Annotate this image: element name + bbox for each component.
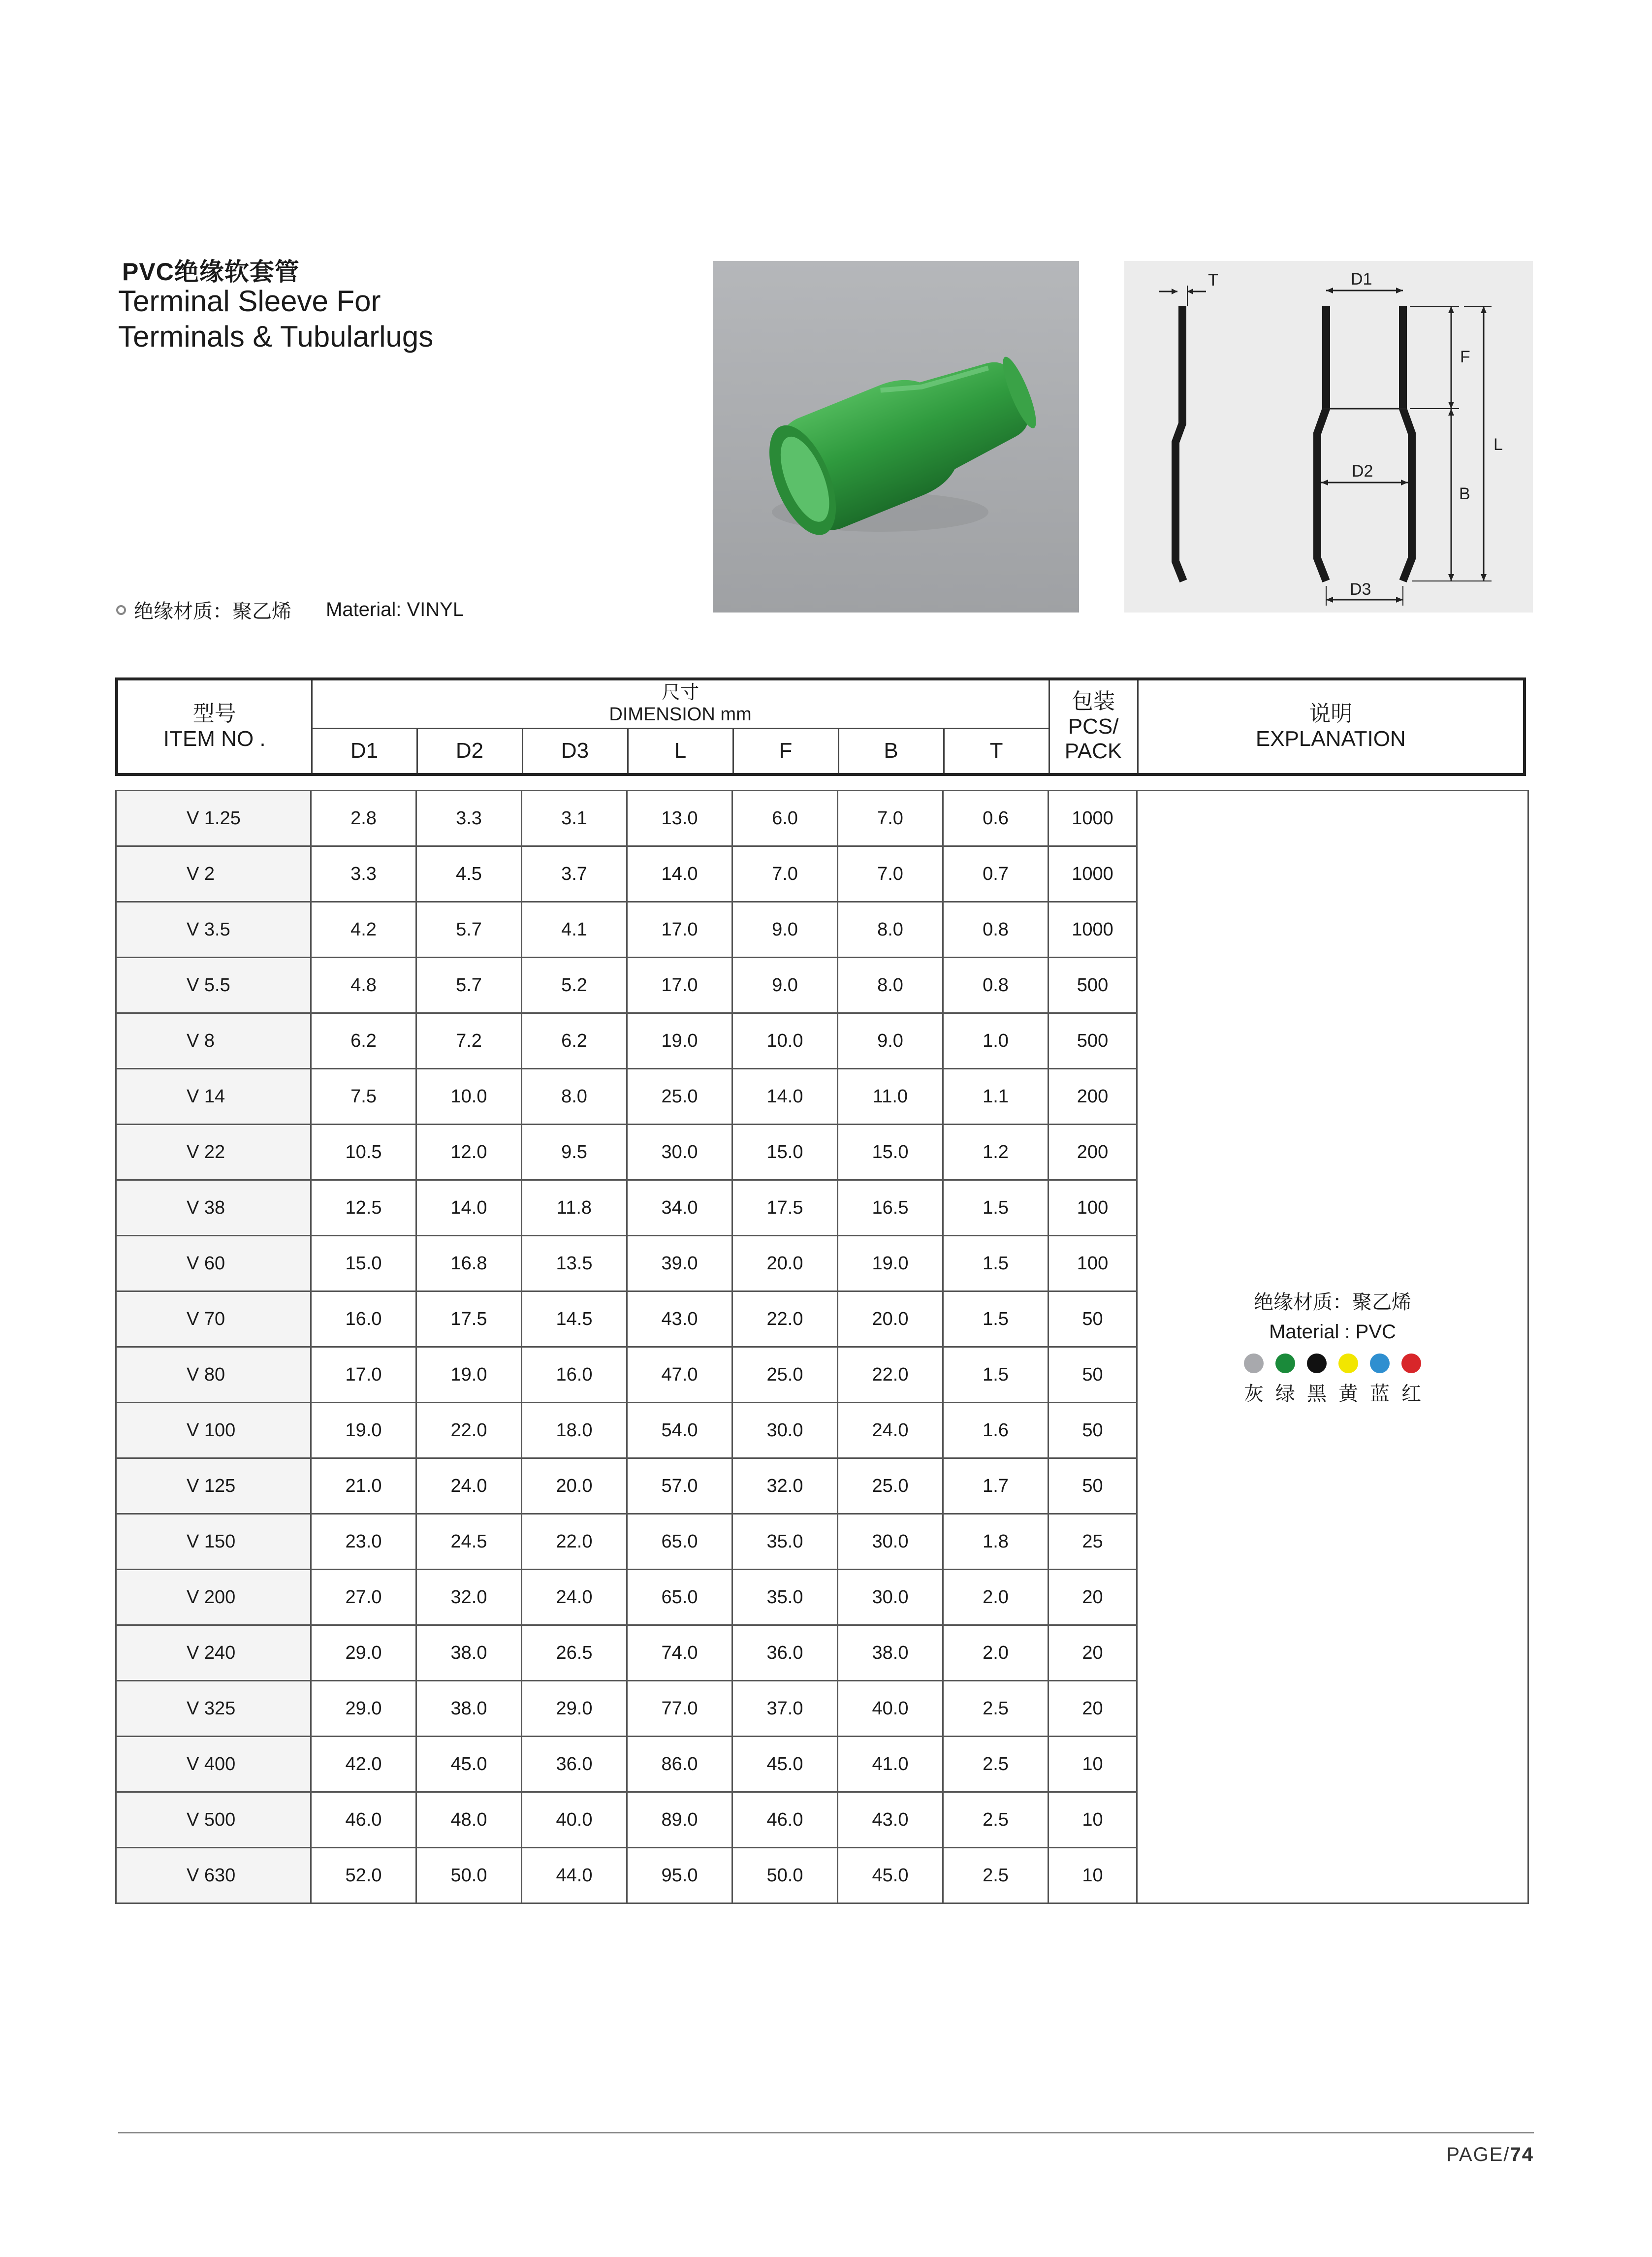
item-number-cell: V 500 [116, 1792, 311, 1848]
table-cell: 36.0 [522, 1737, 627, 1792]
table-cell: 19.0 [416, 1347, 522, 1403]
table-cell: 20 [1048, 1681, 1137, 1737]
table-cell: 2.8 [311, 791, 416, 846]
pack-header-cn: 包装 [1072, 689, 1115, 714]
table-cell: 7.0 [838, 846, 943, 902]
dimension-header [312, 679, 1049, 729]
dimension-header-en: DIMENSION mm [609, 704, 752, 725]
explain-header-cn: 说明 [1309, 702, 1353, 726]
table-cell: 30.0 [838, 1570, 943, 1625]
product-photo [713, 261, 1079, 613]
pack-header [1049, 679, 1138, 774]
table-cell: 65.0 [627, 1514, 732, 1570]
color-swatch [1244, 1354, 1264, 1373]
table-cell: 15.0 [732, 1125, 838, 1180]
material-note-cn: 绝缘材质：聚乙烯 [134, 601, 291, 622]
item-number-cell: V 2 [116, 846, 311, 902]
table-cell: 6.2 [522, 1013, 627, 1069]
table-cell: 0.7 [943, 846, 1048, 902]
table-cell: 4.8 [311, 958, 416, 1013]
table-cell: 3.1 [522, 791, 627, 846]
column-header-d3: D3 [522, 729, 628, 775]
item-number-cell: V 80 [116, 1347, 311, 1403]
color-swatch [1370, 1354, 1390, 1373]
product-title-en [118, 284, 433, 355]
table-cell: 39.0 [627, 1236, 732, 1291]
table-cell: 5.7 [416, 902, 522, 958]
table-cell: 45.0 [416, 1737, 522, 1792]
table-cell: 4.2 [311, 902, 416, 958]
table-cell: 10 [1048, 1737, 1137, 1792]
table-cell: 24.0 [522, 1570, 627, 1625]
column-header-d2: D2 [417, 729, 522, 775]
table-cell: 10 [1048, 1792, 1137, 1848]
table-cell: 2.5 [943, 1737, 1048, 1792]
color-name: 蓝 [1370, 1383, 1390, 1405]
table-cell: 36.0 [732, 1625, 838, 1681]
table-cell: 65.0 [627, 1570, 732, 1625]
dimension-header-cn: 尺寸 [662, 682, 699, 704]
item-header-cn: 型号 [192, 702, 236, 726]
color-swatch [1275, 1354, 1295, 1373]
item-number-cell: V 200 [116, 1570, 311, 1625]
table-cell: 9.5 [522, 1125, 627, 1180]
table-cell: 11.8 [522, 1180, 627, 1236]
table-cell: 10.5 [311, 1125, 416, 1180]
table-cell: 16.5 [838, 1180, 943, 1236]
table-cell: 77.0 [627, 1681, 732, 1737]
table-row [116, 791, 1528, 846]
table-cell: 6.2 [311, 1013, 416, 1069]
table-cell: 1.5 [943, 1180, 1048, 1236]
table-cell: 25.0 [627, 1069, 732, 1125]
spec-table-header [115, 677, 1526, 776]
table-cell: 17.0 [627, 902, 732, 958]
table-cell: 100 [1048, 1180, 1137, 1236]
column-header-l: L [628, 729, 733, 775]
table-cell: 1.7 [943, 1458, 1048, 1514]
item-header-en: ITEM NO . [163, 727, 266, 751]
title-en-line-1: Terminal Sleeve For [118, 285, 381, 318]
table-cell: 10.0 [416, 1069, 522, 1125]
item-number-cell: V 150 [116, 1514, 311, 1570]
table-cell: 8.0 [522, 1069, 627, 1125]
page-number-value: 74 [1510, 2144, 1534, 2165]
spec-table-body [115, 790, 1529, 1904]
table-cell: 45.0 [732, 1737, 838, 1792]
table-cell: 0.8 [943, 958, 1048, 1013]
table-cell: 7.2 [416, 1013, 522, 1069]
table-cell: 8.0 [838, 902, 943, 958]
table-cell: 24.0 [838, 1403, 943, 1458]
color-name: 绿 [1275, 1383, 1295, 1405]
table-cell: 14.0 [732, 1069, 838, 1125]
table-cell: 9.0 [838, 1013, 943, 1069]
table-cell: 1.0 [943, 1013, 1048, 1069]
color-name: 灰 [1244, 1383, 1264, 1405]
table-cell: 50 [1048, 1458, 1137, 1514]
table-cell: 17.0 [627, 958, 732, 1013]
title-en-line-2: Terminals & Tubularlugs [118, 320, 434, 353]
table-cell: 21.0 [311, 1458, 416, 1514]
table-cell: 23.0 [311, 1514, 416, 1570]
table-cell: 14.0 [416, 1180, 522, 1236]
table-cell: 16.0 [522, 1347, 627, 1403]
table-cell: 40.0 [838, 1681, 943, 1737]
table-cell: 13.0 [627, 791, 732, 846]
table-cell: 22.0 [522, 1514, 627, 1570]
material-note [116, 596, 464, 624]
bullet-icon [116, 605, 126, 615]
table-cell: 45.0 [838, 1848, 943, 1903]
pack-header-en-2: PACK [1064, 739, 1122, 764]
table-cell: 24.5 [416, 1514, 522, 1570]
pack-header-en-1: PCS/ [1068, 714, 1119, 739]
table-cell: 6.0 [732, 791, 838, 846]
color-swatch [1401, 1354, 1421, 1373]
item-number-cell: V 1.25 [116, 791, 311, 846]
table-cell: 17.5 [416, 1291, 522, 1347]
table-cell: 14.0 [627, 846, 732, 902]
item-number-cell: V 60 [116, 1236, 311, 1291]
table-cell: 2.5 [943, 1848, 1048, 1903]
table-cell: 50.0 [732, 1848, 838, 1903]
table-cell: 35.0 [732, 1514, 838, 1570]
table-cell: 200 [1048, 1069, 1137, 1125]
table-cell: 95.0 [627, 1848, 732, 1903]
table-cell: 20.0 [522, 1458, 627, 1514]
color-swatches [1138, 1354, 1527, 1373]
table-cell: 16.8 [416, 1236, 522, 1291]
label-L: L [1493, 435, 1503, 454]
table-cell: 3.7 [522, 846, 627, 902]
color-name: 红 [1401, 1383, 1421, 1405]
table-cell: 25.0 [732, 1347, 838, 1403]
table-cell: 47.0 [627, 1347, 732, 1403]
table-cell: 19.0 [311, 1403, 416, 1458]
table-cell: 5.2 [522, 958, 627, 1013]
table-cell: 1.1 [943, 1069, 1048, 1125]
item-number-cell: V 325 [116, 1681, 311, 1737]
table-cell: 25.0 [838, 1458, 943, 1514]
label-F: F [1460, 348, 1470, 366]
table-cell: 500 [1048, 1013, 1137, 1069]
column-header-t: T [944, 729, 1049, 775]
table-cell: 12.0 [416, 1125, 522, 1180]
table-cell: 22.0 [416, 1403, 522, 1458]
table-cell: 22.0 [838, 1347, 943, 1403]
color-name: 黄 [1338, 1383, 1358, 1405]
table-cell: 7.5 [311, 1069, 416, 1125]
table-cell: 30.0 [838, 1514, 943, 1570]
color-swatch [1338, 1354, 1358, 1373]
table-cell: 43.0 [838, 1792, 943, 1848]
table-cell: 1000 [1048, 846, 1137, 902]
table-cell: 14.5 [522, 1291, 627, 1347]
table-cell: 29.0 [311, 1681, 416, 1737]
table-cell: 2.5 [943, 1792, 1048, 1848]
table-cell: 4.5 [416, 846, 522, 902]
table-cell: 43.0 [627, 1291, 732, 1347]
table-cell: 46.0 [311, 1792, 416, 1848]
table-cell: 19.0 [838, 1236, 943, 1291]
label-D3: D3 [1350, 580, 1371, 599]
table-cell: 500 [1048, 958, 1137, 1013]
column-header-d1: D1 [312, 729, 417, 775]
table-cell: 86.0 [627, 1737, 732, 1792]
table-cell: 9.0 [732, 902, 838, 958]
table-cell: 1.8 [943, 1514, 1048, 1570]
item-number-cell: V 8 [116, 1013, 311, 1069]
table-cell: 100 [1048, 1236, 1137, 1291]
product-title-cn: PVC绝缘软套管 [122, 258, 300, 286]
column-header-b: B [838, 729, 944, 775]
table-cell: 44.0 [522, 1848, 627, 1903]
table-cell: 40.0 [522, 1792, 627, 1848]
label-D1: D1 [1351, 270, 1372, 289]
table-cell: 30.0 [627, 1125, 732, 1180]
column-header-f: F [733, 729, 838, 775]
table-cell: 29.0 [522, 1681, 627, 1737]
item-number-cell: V 240 [116, 1625, 311, 1681]
color-name: 黑 [1307, 1383, 1327, 1405]
table-cell: 1000 [1048, 902, 1137, 958]
explanation-header [1138, 679, 1525, 774]
table-cell: 26.5 [522, 1625, 627, 1681]
explanation-cell [1137, 791, 1528, 1903]
table-cell: 2.5 [943, 1681, 1048, 1737]
table-cell: 18.0 [522, 1403, 627, 1458]
table-cell: 52.0 [311, 1848, 416, 1903]
table-cell: 38.0 [416, 1625, 522, 1681]
table-cell: 200 [1048, 1125, 1137, 1180]
table-cell: 13.5 [522, 1236, 627, 1291]
item-number-cell: V 5.5 [116, 958, 311, 1013]
item-number-cell: V 630 [116, 1848, 311, 1903]
table-cell: 48.0 [416, 1792, 522, 1848]
table-cell: 3.3 [311, 846, 416, 902]
table-cell: 12.5 [311, 1180, 416, 1236]
table-cell: 41.0 [838, 1737, 943, 1792]
table-cell: 34.0 [627, 1180, 732, 1236]
table-cell: 15.0 [838, 1125, 943, 1180]
table-cell: 25 [1048, 1514, 1137, 1570]
table-cell: 42.0 [311, 1737, 416, 1792]
footer-divider [118, 2132, 1534, 2133]
table-cell: 20.0 [732, 1236, 838, 1291]
table-cell: 32.0 [732, 1458, 838, 1514]
table-cell: 89.0 [627, 1792, 732, 1848]
page-label: PAGE/ [1446, 2144, 1510, 2165]
table-cell: 8.0 [838, 958, 943, 1013]
color-names [1138, 1378, 1527, 1406]
explanation-material-cn: 绝缘材质：聚乙烯 [1254, 1291, 1411, 1313]
table-cell: 50 [1048, 1291, 1137, 1347]
label-T: T [1208, 271, 1218, 290]
table-cell: 16.0 [311, 1291, 416, 1347]
table-cell: 54.0 [627, 1403, 732, 1458]
table-cell: 10 [1048, 1848, 1137, 1903]
table-cell: 3.3 [416, 791, 522, 846]
table-cell: 27.0 [311, 1570, 416, 1625]
item-number-cell: V 3.5 [116, 902, 311, 958]
table-cell: 57.0 [627, 1458, 732, 1514]
explanation-material-en: Material : PVC [1269, 1321, 1396, 1343]
table-cell: 38.0 [416, 1681, 522, 1737]
material-note-en: Material: VINYL [326, 599, 464, 620]
item-no-header [117, 679, 312, 774]
table-cell: 1.5 [943, 1291, 1048, 1347]
table-cell: 74.0 [627, 1625, 732, 1681]
table-cell: 38.0 [838, 1625, 943, 1681]
table-cell: 20.0 [838, 1291, 943, 1347]
table-cell: 24.0 [416, 1458, 522, 1514]
table-cell: 0.8 [943, 902, 1048, 958]
table-cell: 19.0 [627, 1013, 732, 1069]
item-number-cell: V 400 [116, 1737, 311, 1792]
dimension-drawing [1124, 261, 1533, 613]
table-cell: 29.0 [311, 1625, 416, 1681]
table-cell: 5.7 [416, 958, 522, 1013]
table-cell: 7.0 [732, 846, 838, 902]
table-cell: 20 [1048, 1570, 1137, 1625]
table-cell: 1.6 [943, 1403, 1048, 1458]
page-number [1446, 2144, 1534, 2166]
item-number-cell: V 70 [116, 1291, 311, 1347]
table-cell: 20 [1048, 1625, 1137, 1681]
color-swatch [1307, 1354, 1327, 1373]
table-cell: 11.0 [838, 1069, 943, 1125]
table-cell: 1.5 [943, 1236, 1048, 1291]
table-cell: 32.0 [416, 1570, 522, 1625]
table-cell: 15.0 [311, 1236, 416, 1291]
table-cell: 0.6 [943, 791, 1048, 846]
item-number-cell: V 100 [116, 1403, 311, 1458]
table-cell: 35.0 [732, 1570, 838, 1625]
table-cell: 50.0 [416, 1848, 522, 1903]
table-cell: 7.0 [838, 791, 943, 846]
table-cell: 2.0 [943, 1570, 1048, 1625]
item-number-cell: V 125 [116, 1458, 311, 1514]
table-cell: 1.2 [943, 1125, 1048, 1180]
table-cell: 17.0 [311, 1347, 416, 1403]
table-cell: 1000 [1048, 791, 1137, 846]
item-number-cell: V 38 [116, 1180, 311, 1236]
explain-header-en: EXPLANATION [1255, 727, 1406, 751]
table-cell: 2.0 [943, 1625, 1048, 1681]
table-cell: 10.0 [732, 1013, 838, 1069]
table-cell: 50 [1048, 1403, 1137, 1458]
table-cell: 1.5 [943, 1347, 1048, 1403]
item-number-cell: V 22 [116, 1125, 311, 1180]
table-cell: 46.0 [732, 1792, 838, 1848]
table-cell: 9.0 [732, 958, 838, 1013]
table-cell: 22.0 [732, 1291, 838, 1347]
table-cell: 50 [1048, 1347, 1137, 1403]
label-D2: D2 [1352, 462, 1373, 481]
table-cell: 17.5 [732, 1180, 838, 1236]
item-number-cell: V 14 [116, 1069, 311, 1125]
table-cell: 30.0 [732, 1403, 838, 1458]
table-cell: 4.1 [522, 902, 627, 958]
table-cell: 37.0 [732, 1681, 838, 1737]
label-B: B [1459, 484, 1470, 503]
